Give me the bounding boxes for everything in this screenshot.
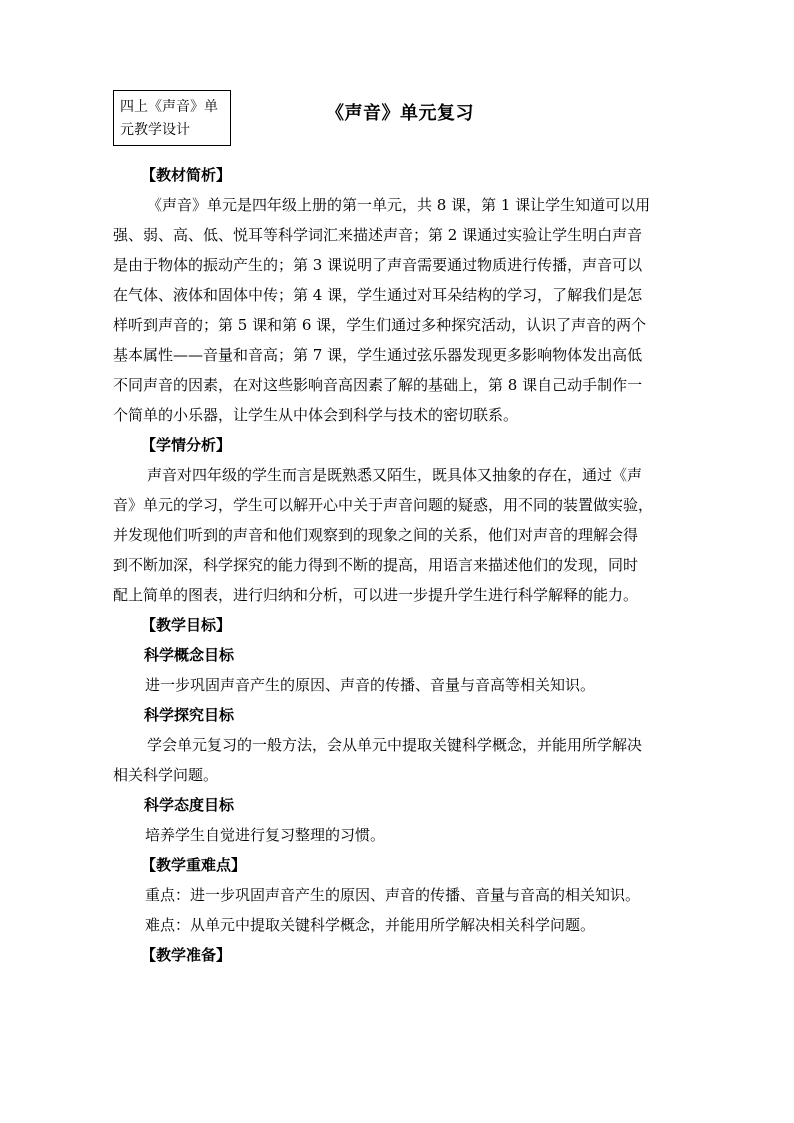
paragraph-line: 个简单的小乐器，让学生从中体会到科学与技术的密切联系。 [113,406,519,424]
difficult-point-text: 难点：从单元中提取关键科学概念，并能用所学解决相关科学问题。 [145,916,596,934]
section-heading-preparation: 【教学准备】 [141,946,232,964]
paragraph-line: 不同声音的因素，在对这些影响音高因素了解的基础上，第 8 课自己动手制作一 [113,376,643,394]
paragraph-line: 到不断加深，科学探究的能力得到不断的提高，用语言来描述他们的发现，同时 [113,556,639,574]
concept-goal-text: 进一步巩固声音产生的原因、声音的传播、音量与音高等相关知识。 [145,676,596,694]
paragraph-line: 是由于物体的振动产生的；第 3 课说明了声音需要通过物质进行传播，声音可以 [113,256,643,274]
section-heading-goals: 【教学目标】 [141,616,232,634]
subheading-attitude-goal: 科学态度目标 [144,796,235,814]
document-body [113,160,683,970]
section-heading-textbook: 【教材简析】 [141,166,232,184]
paragraph-line: 声音对四年级的学生而言是既熟悉又陌生，既具体又抽象的存在，通过《声 [147,466,643,484]
subheading-concept-goal: 科学概念目标 [144,646,235,664]
paragraph-line: 音》单元的学习，学生可以解开心中关于声音问题的疑惑，用不同的装置做实验， [113,496,654,514]
paragraph-line: 相关科学问题。 [113,766,219,784]
key-point-text: 重点：进一步巩固声音产生的原因、声音的传播、音量与音高的相关知识。 [145,886,641,904]
document-title: 《声音》单元复习 [326,103,474,124]
paragraph-line: 配上简单的图表，进行归纳和分析，可以进一步提升学生进行科学解释的能力。 [113,586,639,604]
unit-label-line-1: 四上《声音》单 [120,99,218,115]
paragraph-line: 学会单元复习的一般方法，会从单元中提取关键科学概念，并能用所学解决 [147,736,643,754]
textbook-paragraph [113,190,683,430]
paragraph-line: 在气体、液体和固体中传；第 4 课，学生通过对耳朵结构的学习，了解我们是怎 [113,286,643,304]
paragraph-line: 《声音》单元是四年级上册的第一单元，共 8 课，第 1 课让学生知道可以用 [147,196,651,214]
students-paragraph [113,460,683,610]
subheading-inquiry-goal: 科学探究目标 [144,706,235,724]
section-heading-students: 【学情分析】 [141,436,232,454]
paragraph-line: 强、弱、高、低、悦耳等科学词汇来描述声音；第 2 课通过实验让学生明白声音 [113,226,643,244]
paragraph-line: 并发现他们听到的声音和他们观察到的现象之间的关系，他们对声音的理解会得 [113,526,639,544]
paragraph-line: 样听到声音的；第 5 课和第 6 课，学生们通过多种探究活动，认识了声音的两个 [113,316,647,334]
unit-label-box [113,90,231,146]
section-heading-key-points: 【教学重难点】 [141,856,247,874]
attitude-goal-text: 培养学生自觉进行复习整理的习惯。 [145,826,386,844]
inquiry-goal-paragraph [113,730,683,790]
unit-label-line-2: 元教学设计 [120,122,190,138]
paragraph-line: 基本属性——音量和音高；第 7 课，学生通过弦乐器发现更多影响物体发出高低 [113,346,643,364]
